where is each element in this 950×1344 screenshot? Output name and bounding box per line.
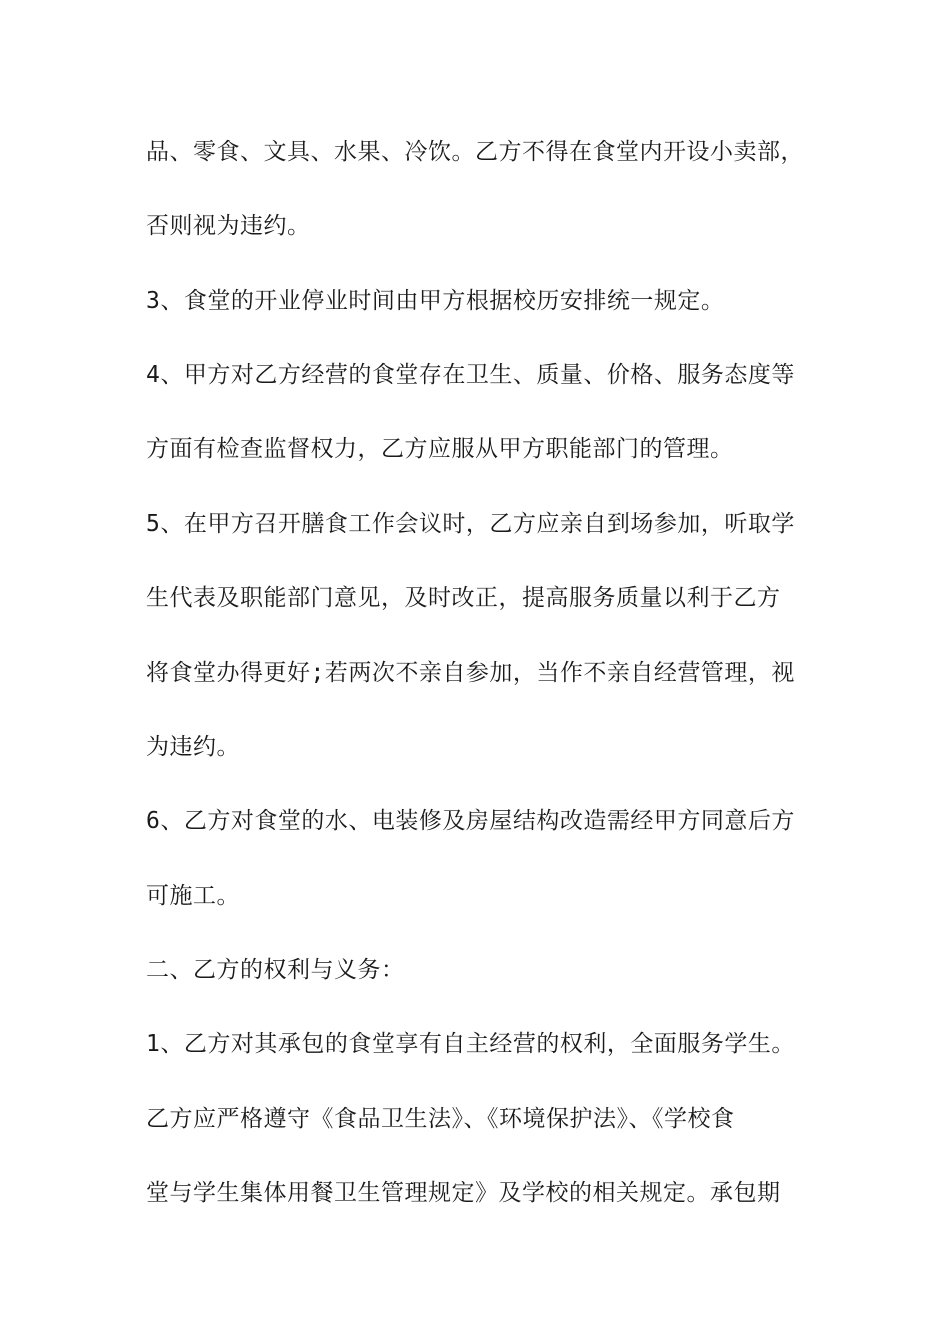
text-line: 4、甲方对乙方经营的食堂存在卫生、质量、价格、服务态度等 (146, 362, 795, 388)
text-line: 否则视为违约。 (146, 213, 311, 239)
text-line: 可施工。 (146, 883, 240, 909)
text-line: 品、零食、文具、水果、冷饮。乙方不得在食堂内开设小卖部， (146, 139, 804, 165)
text-line: 3、食堂的开业停业时间由甲方根据校历安排统一规定。 (146, 288, 725, 314)
text-line: 5、在甲方召开膳食工作会议时，乙方应亲自到场参加，听取学 (146, 511, 795, 537)
section-heading: 二、乙方的权利与义务： (146, 957, 405, 983)
text-line: 方面有检查监督权力，乙方应服从甲方职能部门的管理。 (146, 436, 734, 462)
text-line: 乙方应严格遵守《食品卫生法》、《环境保护法》、《学校食 (146, 1106, 735, 1132)
text-line: 堂与学生集体用餐卫生管理规定》及学校的相关规定。承包期 (146, 1180, 781, 1206)
text-line: 为违约。 (146, 734, 240, 760)
text-line: 6、乙方对食堂的水、电装修及房屋结构改造需经甲方同意后方 (146, 808, 795, 834)
text-line: 生代表及职能部门意见，及时改正，提高服务质量以利于乙方 (146, 585, 781, 611)
text-line: 1、乙方对其承包的食堂享有自主经营的权利，全面服务学生。 (146, 1031, 795, 1057)
text-line: 将食堂办得更好;若两次不亲自参加，当作不亲自经营管理，视 (146, 660, 795, 686)
